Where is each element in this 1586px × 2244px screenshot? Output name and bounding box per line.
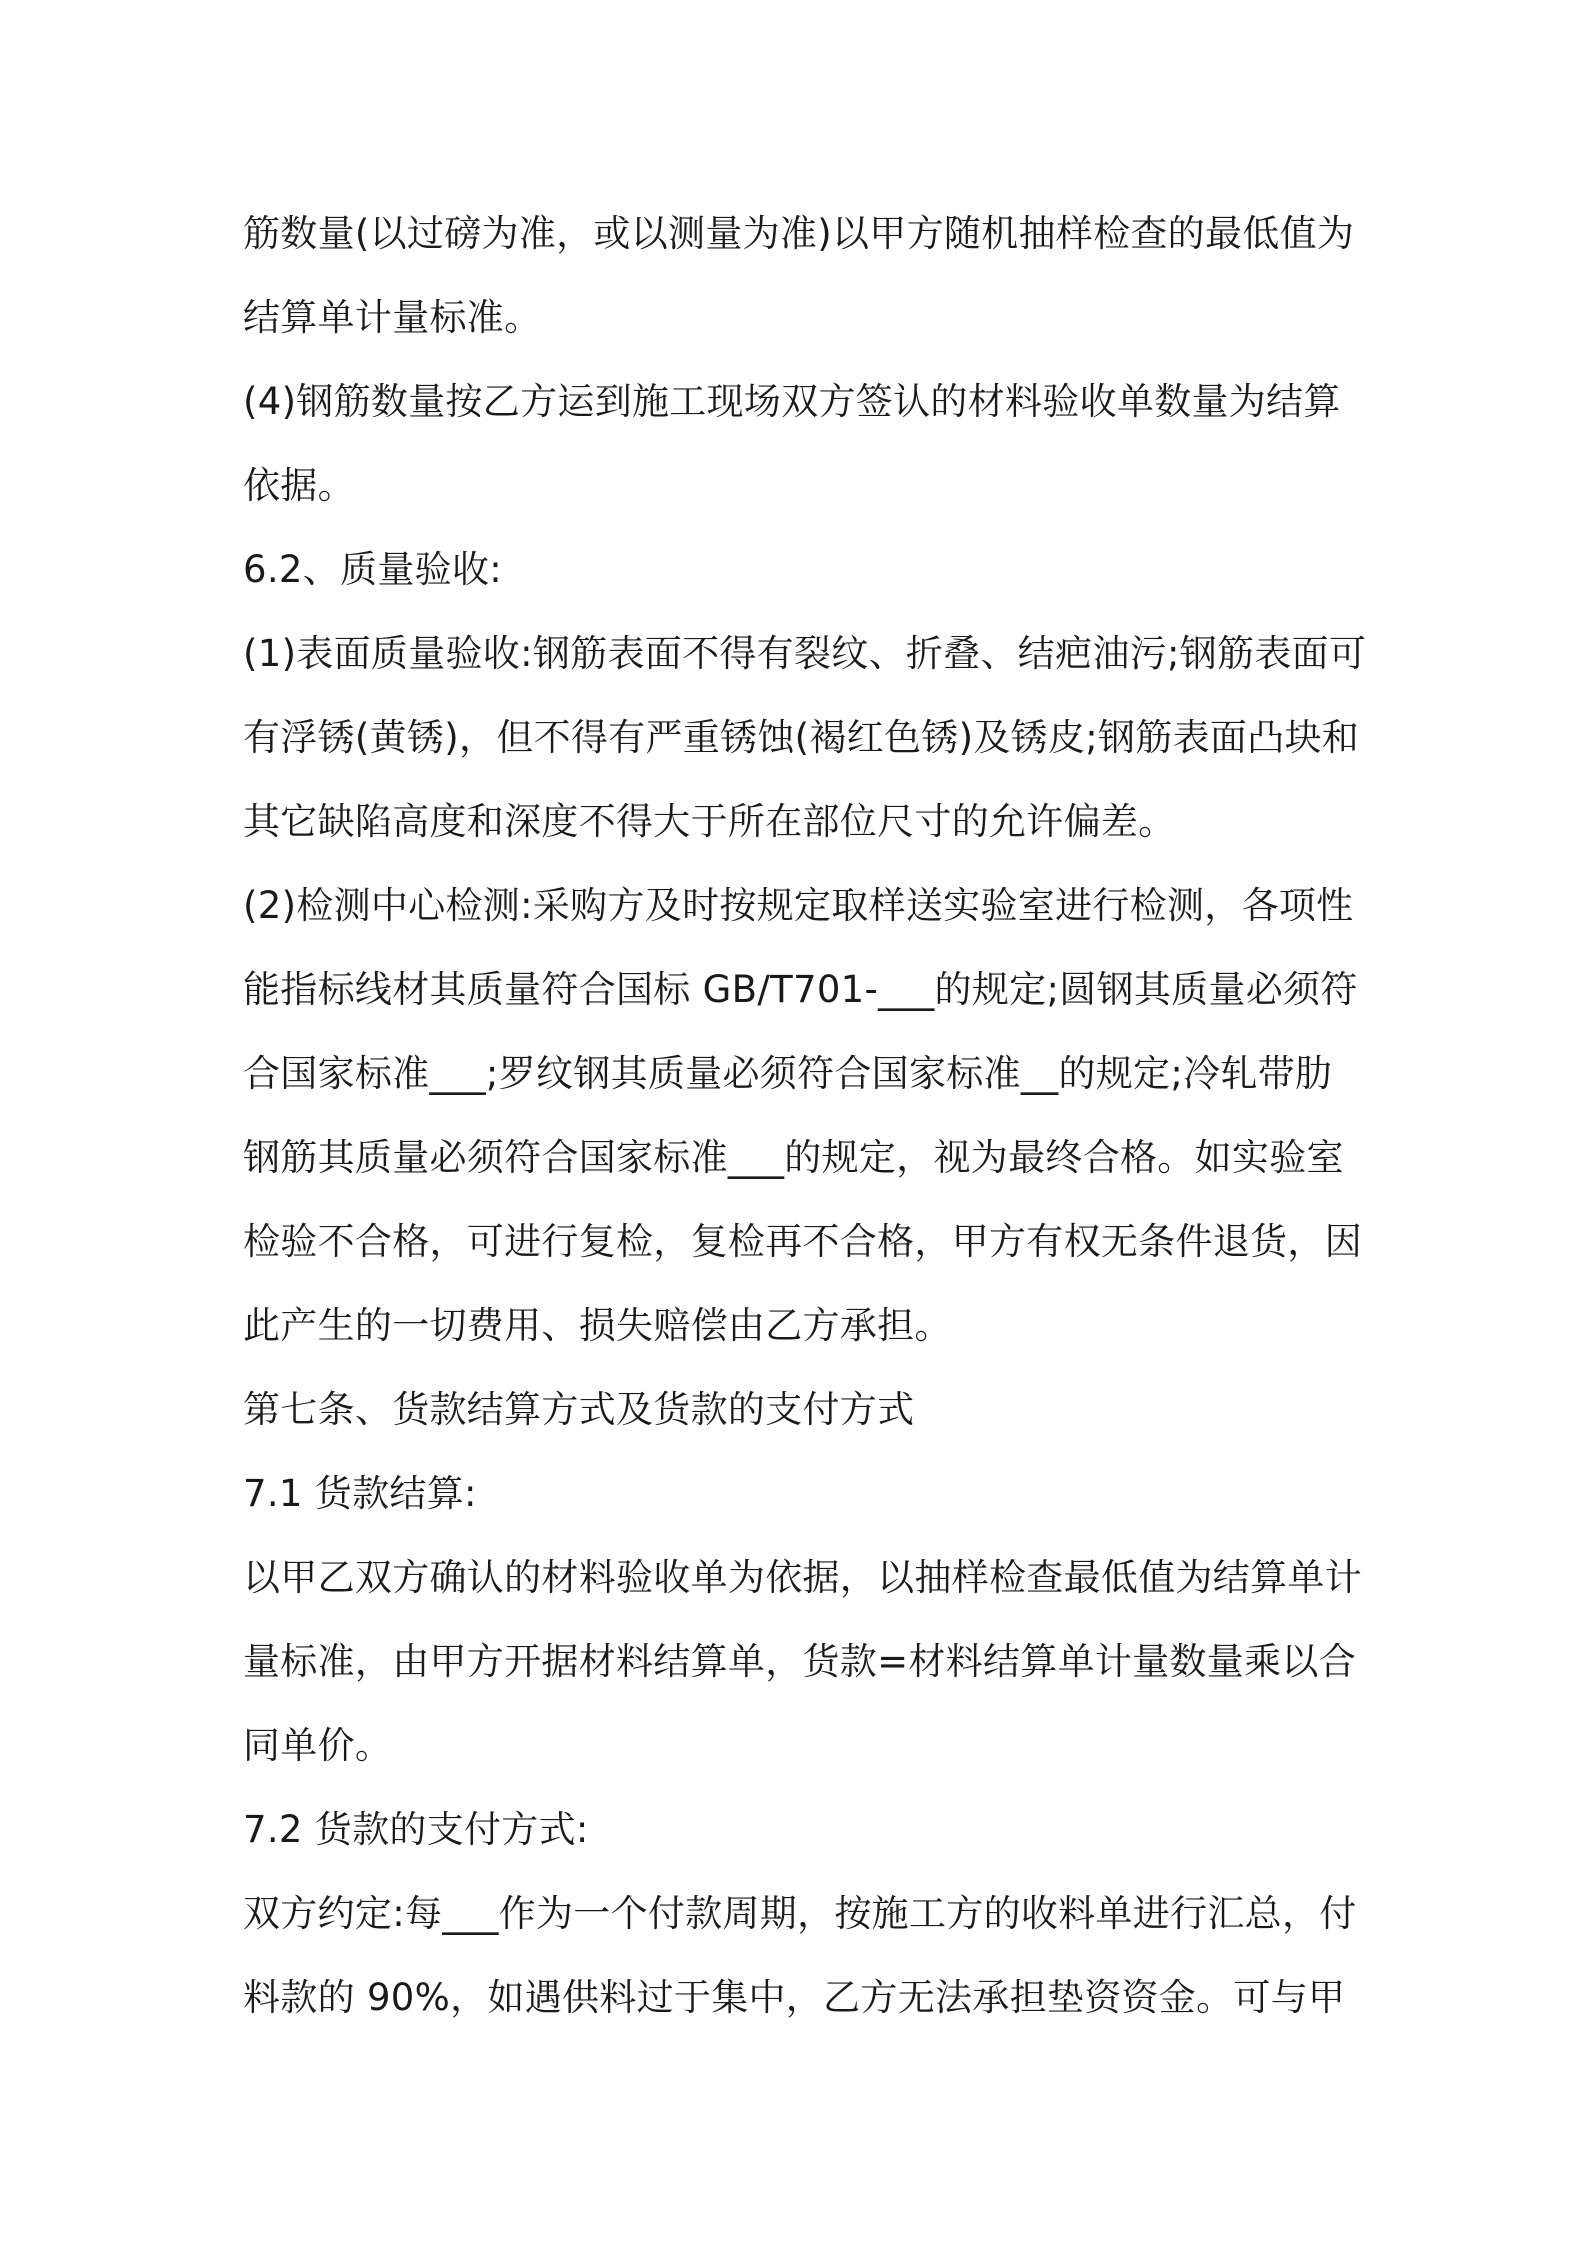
text-line: 检验不合格，可进行复检，复检再不合格，甲方有权无条件退货，因 xyxy=(243,1220,1362,1263)
text-line: 此产生的一切费用、损失赔偿由乙方承担。 xyxy=(243,1304,952,1347)
section-heading: 7.1 货款结算: xyxy=(243,1472,477,1515)
section-heading: 6.2、质量验收: xyxy=(243,548,503,591)
text-line: (4)钢筋数量按乙方运到施工现场双方签认的材料验收单数量为结算 xyxy=(243,380,1341,423)
document-body xyxy=(243,192,1367,2040)
article-heading: 第七条、货款结算方式及货款的支付方式 xyxy=(243,1388,915,1431)
text-line: 合国家标准___;罗纹钢其质量必须符合国家标准__的规定;冷轧带肋 xyxy=(243,1052,1333,1095)
text-line: 料款的 90%，如遇供料过于集中，乙方无法承担垫资资金。可与甲 xyxy=(243,1976,1346,2019)
text-line: 钢筋其质量必须符合国家标准___的规定，视为最终合格。如实验室 xyxy=(243,1136,1344,1179)
text-line: 同单价。 xyxy=(243,1724,393,1767)
text-line: (2)检测中心检测:采购方及时按规定取样送实验室进行检测，各项性 xyxy=(243,884,1354,927)
section-heading: 7.2 货款的支付方式: xyxy=(243,1808,589,1851)
text-line: 其它缺陷高度和深度不得大于所在部位尺寸的允许偏差。 xyxy=(243,800,1176,843)
text-line: (1)表面质量验收:钢筋表面不得有裂纹、折叠、结疤油污;钢筋表面可 xyxy=(243,632,1367,675)
text-line: 双方约定:每___作为一个付款周期，按施工方的收料单进行汇总，付 xyxy=(243,1892,1357,1935)
text-line: 有浮锈(黄锈)，但不得有严重锈蚀(褐红色锈)及锈皮;钢筋表面凸块和 xyxy=(243,716,1360,759)
text-line: 以甲乙双方确认的材料验收单为依据，以抽样检查最低值为结算单计 xyxy=(243,1556,1362,1599)
text-line: 能指标线材其质量符合国标 GB/T701-___的规定;圆钢其质量必须符 xyxy=(243,968,1358,1011)
text-line: 筋数量(以过磅为准，或以测量为准)以甲方随机抽样检查的最低值为 xyxy=(243,212,1355,255)
text-line: 量标准，由甲方开据材料结算单，货款=材料结算单计量数量乘以合 xyxy=(243,1640,1356,1683)
text-line: 结算单计量标准。 xyxy=(243,296,542,339)
text-line: 依据。 xyxy=(243,464,355,507)
